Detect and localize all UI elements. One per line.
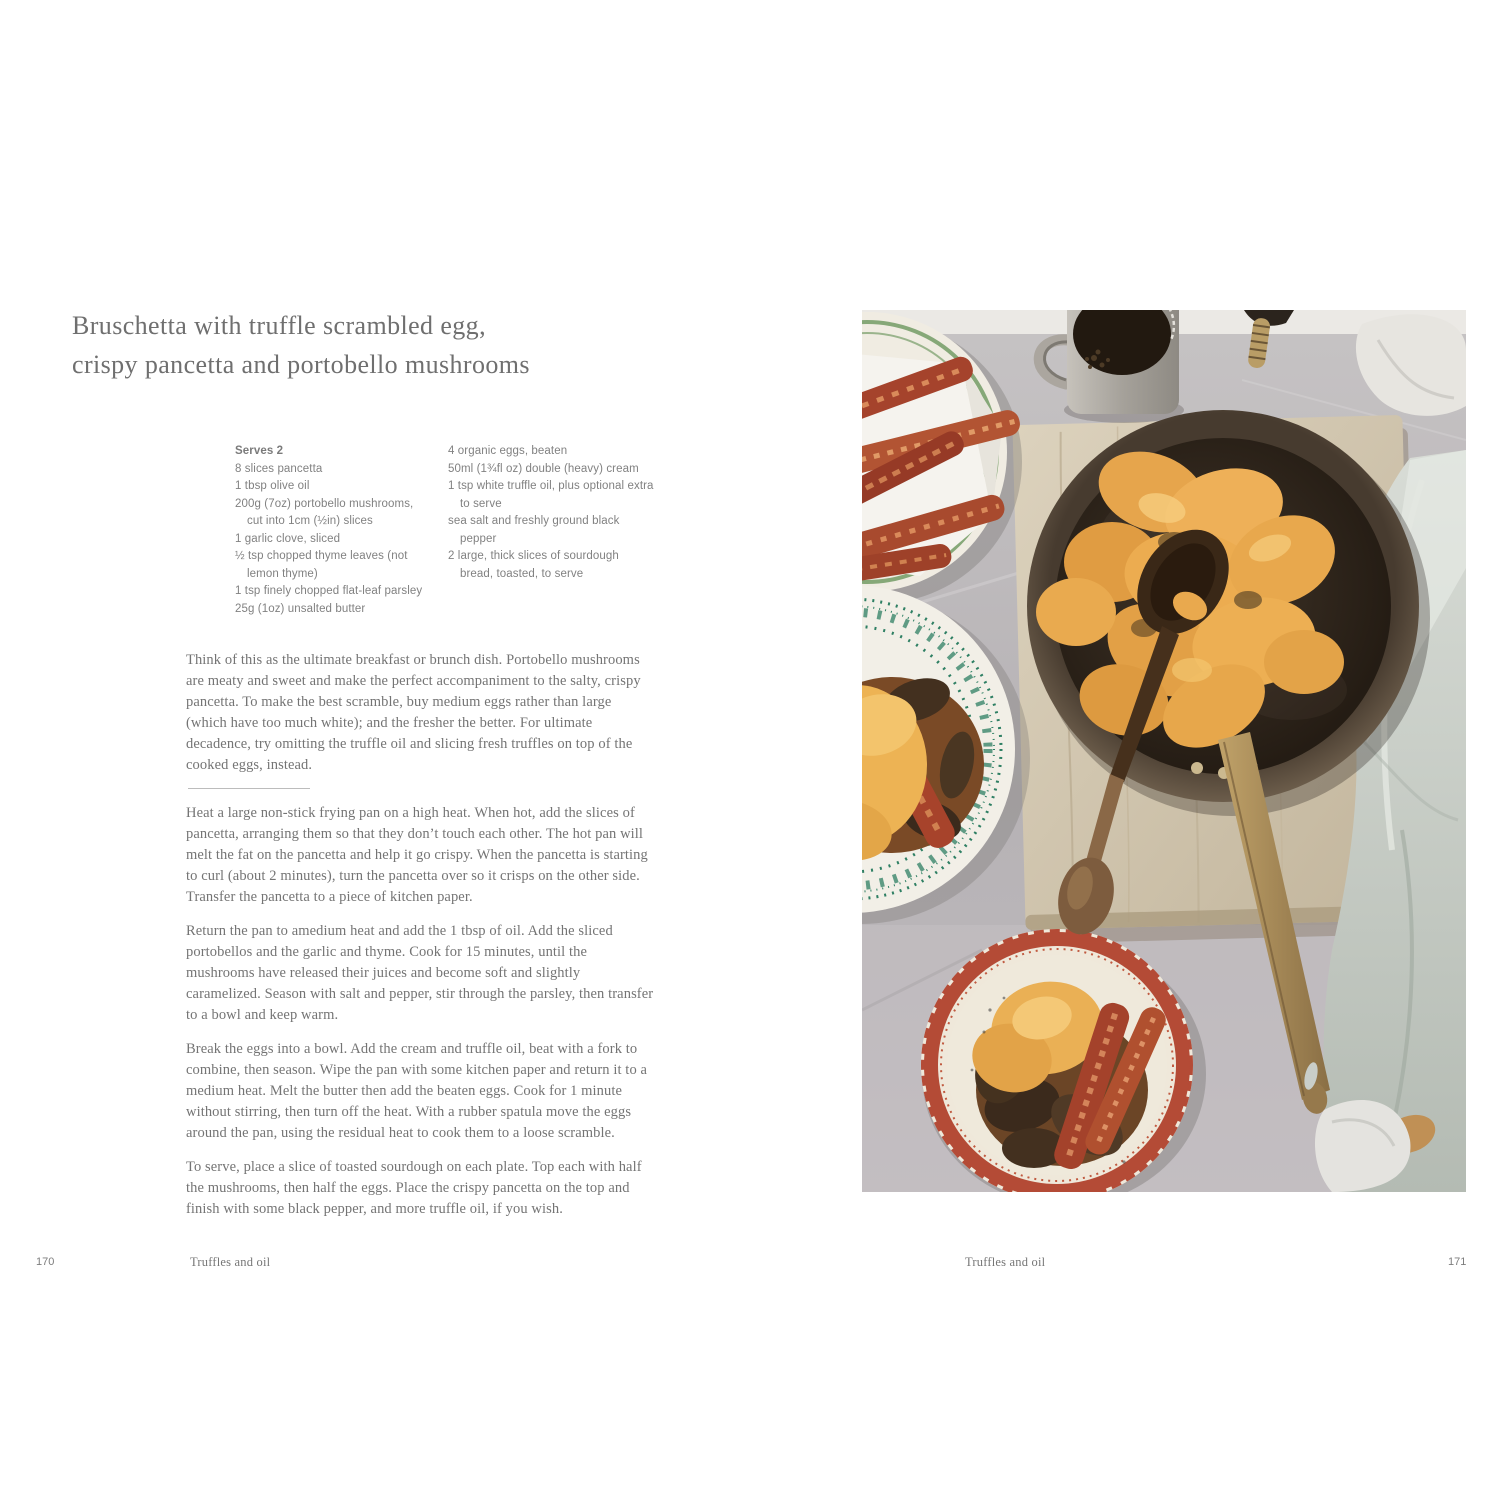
method-paragraph: Heat a large non-stick frying pan on a high heat. When hot, add the slices of pancetta, arranging them so that they don’t touch each other. The hot pan will melt the fat on the pancetta and help it go crispy. When the pancetta is starting to curl (about 2 minutes), turn the pancetta over so it crisps on the other side. Transfer the pancetta to a piece of kitchen paper. xyxy=(186,805,648,905)
ingredient-item: 2 large, thick slices of sourdough bread, toasted, to serve xyxy=(448,550,619,580)
ingredient-item: 1 tsp finely chopped flat-leaf parsley xyxy=(235,585,423,597)
serves-label: Serves 2 xyxy=(235,445,284,457)
recipe-intro xyxy=(186,650,650,776)
ingredient-item: sea salt and freshly ground black pepper xyxy=(448,515,620,545)
ingredients-column-left xyxy=(235,443,427,618)
method-paragraph: Return the pan to amedium heat and add the 1 tbsp of oil. Add the sliced portobellos and the garlic and thyme. Cook for 15 minutes, until the mushrooms have released their juices and become soft and slightly caramelized. Season with salt and pepper, stir through the parsley, then transfer to a bowl and keep warm. xyxy=(186,923,654,1023)
recipe-title-line-1: Bruschetta with truffle scrambled egg, xyxy=(72,311,486,340)
section-divider-rule xyxy=(188,788,310,789)
method-paragraph: Break the eggs into a bowl. Add the cream and truffle oil, beat with a fork to combine, then season. Wipe the pan with some kitchen paper and return it to a medium heat. Melt the butter then add the beaten eggs. Cook for 1 minute without stirring, then turn off the heat. With a rubber spatula move the eggs around the pan, using the residual heat to cook them to a loose scramble. xyxy=(186,1041,648,1141)
recipe-title xyxy=(72,306,530,384)
recipe-title-line-2: crispy pancetta and portobello mushrooms xyxy=(72,350,530,379)
ingredient-item: 8 slices pancetta xyxy=(235,462,323,475)
ingredient-item: 1 tsp white truffle oil, plus optional extra to serve xyxy=(448,480,654,510)
running-footer-right: Truffles and oil xyxy=(965,1255,1046,1269)
intro-paragraph: Think of this as the ultimate breakfast or brunch dish. Portobello mushrooms are meaty and sweet and make the perfect accompaniment to the salty, crispy pancetta. To make the best scramble, buy medium eggs rather than large (which have too much white); and the fresher the better. For ultimate decadence, try omitting the truffle oil and slicing fresh truffles on top of the cooked eggs, instead. xyxy=(186,652,641,773)
ingredient-item: 200g (7oz) portobello mushrooms, cut into 1cm (½in) slices xyxy=(235,497,414,527)
page-number-left: 170 xyxy=(36,1256,55,1268)
ingredient-item: 1 garlic clove, sliced xyxy=(235,532,341,545)
ingredient-item: 50ml (1¾fl oz) double (heavy) cream xyxy=(448,462,639,475)
running-footer-left: Truffles and oil xyxy=(190,1255,271,1269)
ingredient-item: 4 organic eggs, beaten xyxy=(448,445,568,457)
ingredient-item: ½ tsp chopped thyme leaves (not lemon thyme) xyxy=(235,550,408,580)
method-paragraph: To serve, place a slice of toasted sourdough on each plate. Top each with half the mushrooms, then half the eggs. Place the crispy pancetta on the top and finish with some black pepper, and more truffle oil, if you wish. xyxy=(186,1159,642,1217)
recipe-photo xyxy=(862,310,1466,1192)
page-number-right: 171 xyxy=(1448,1256,1467,1268)
ingredient-item: 25g (1oz) unsalted butter xyxy=(235,602,366,615)
ingredients-column-right xyxy=(448,443,654,583)
ingredient-item: 1 tbsp olive oil xyxy=(235,480,310,492)
recipe-method xyxy=(186,803,654,1233)
